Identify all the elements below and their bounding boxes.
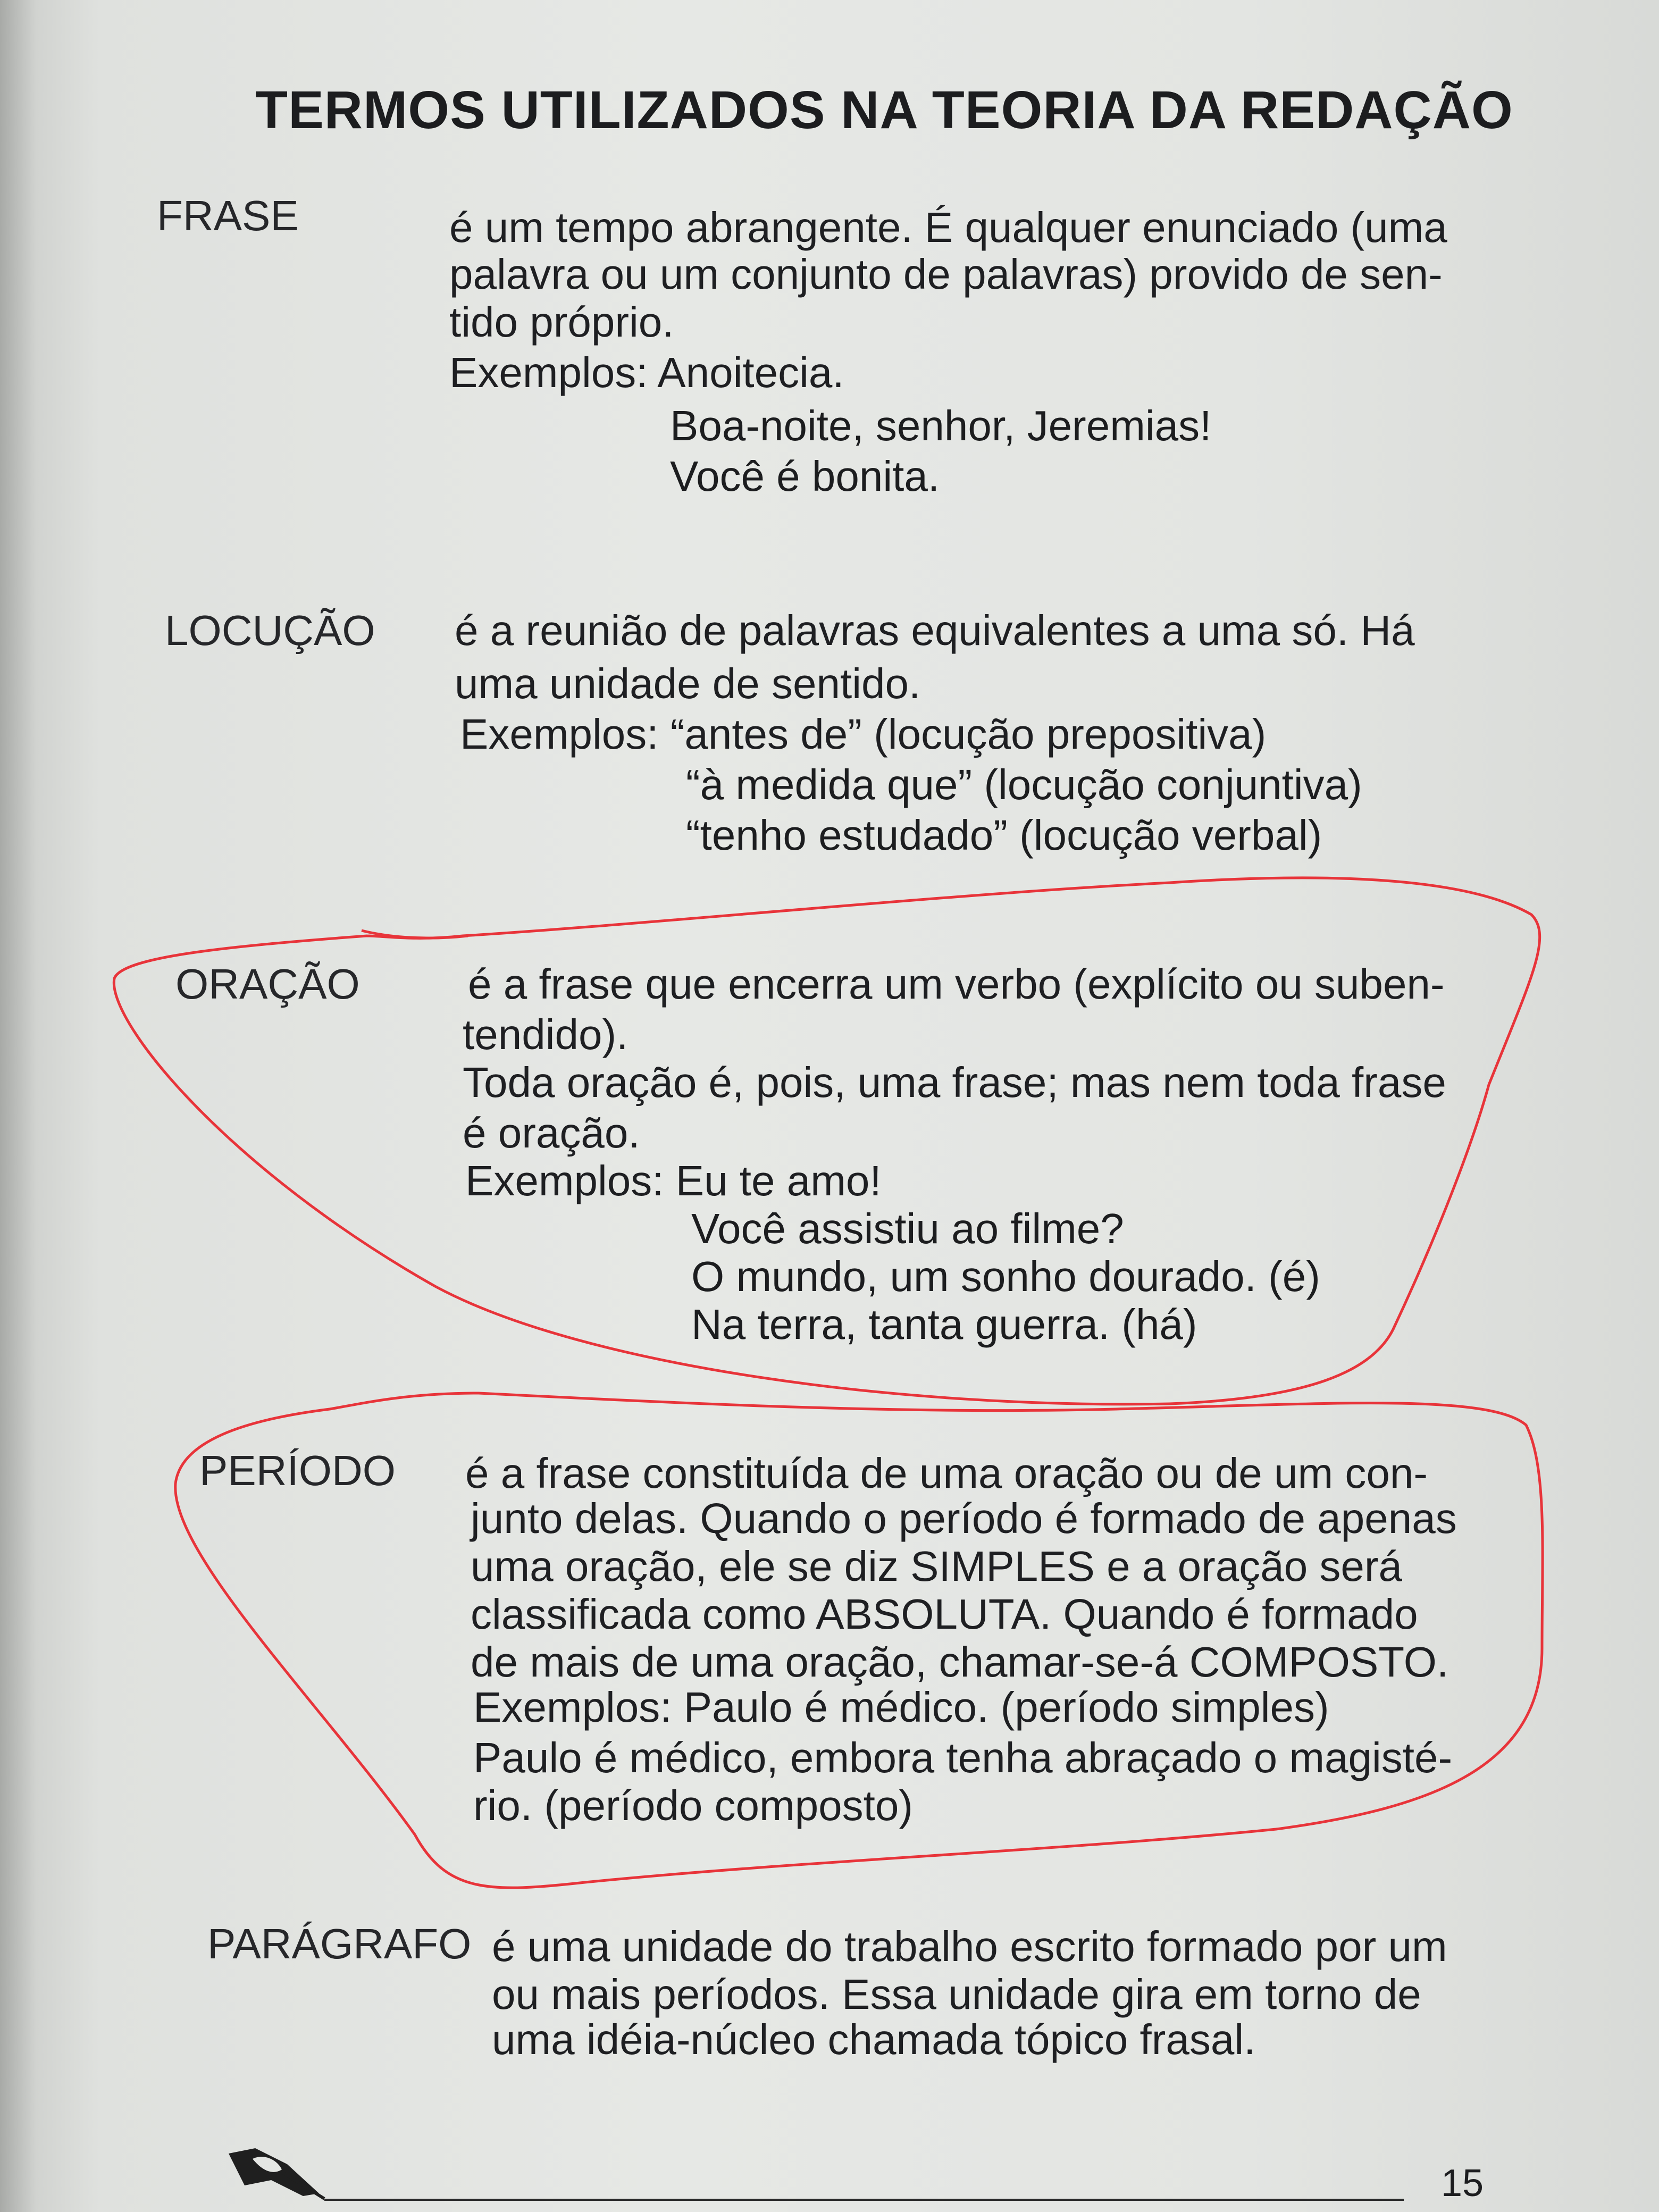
definition-line: é oração. [463, 1109, 640, 1157]
example-line: “tenho estudado” (locução verbal) [686, 811, 1322, 859]
definition-line: Toda oração é, pois, uma frase; mas nem toda frase [463, 1059, 1446, 1106]
definition-line: tido próprio. [449, 298, 674, 346]
definition-line: ou mais períodos. Essa unidade gira em torno de [492, 1971, 1421, 2018]
definition-line: é um tempo abrangente. É qualquer enunciado (uma [449, 204, 1447, 251]
page-binding-shadow [0, 0, 37, 2212]
definition-line: Exemplos: “antes de” (locução prepositiva) [460, 710, 1267, 758]
definition-line: é uma unidade do trabalho escrito formado por um [492, 1923, 1447, 1970]
definition-line: Exemplos: Anoitecia. [449, 349, 844, 396]
definition-line: uma oração, ele se diz SIMPLES e a oração será [471, 1543, 1403, 1590]
example-line: “à medida que” (locução conjuntiva) [686, 761, 1362, 808]
term-periodo: PERÍODO [199, 1447, 396, 1494]
writing-hand-icon [223, 2143, 330, 2201]
definition-line: tendido). [463, 1011, 629, 1058]
definition-line: é a reunião de palavras equivalentes a uma só. Há [455, 607, 1415, 654]
definition-line: Exemplos: Eu te amo! [465, 1157, 882, 1204]
term-oracao: ORAÇÃO [175, 960, 360, 1008]
definition-line: uma idéia-núcleo chamada tópico frasal. [492, 2016, 1256, 2063]
example-line: Você é bonita. [670, 453, 940, 500]
example-line: Boa-noite, senhor, Jeremias! [670, 402, 1212, 449]
definition-line: é a frase constituída de uma oração ou de um con- [465, 1449, 1428, 1497]
example-line: Na terra, tanta guerra. (há) [691, 1301, 1197, 1348]
definition-line: é a frase que encerra um verbo (explícito ou suben- [468, 960, 1445, 1008]
definition-line: Exemplos: Paulo é médico. (período simples) [473, 1683, 1329, 1731]
term-paragrafo: PARÁGRAFO [207, 1920, 472, 1967]
footer-rule [324, 2199, 1404, 2201]
term-frase: FRASE [157, 192, 299, 239]
example-line: O mundo, um sonho dourado. (é) [691, 1253, 1320, 1300]
definition-line: rio. (período composto) [473, 1782, 914, 1829]
page-title: TERMOS UTILIZADOS NA TEORIA DA REDAÇÃO [255, 80, 1513, 140]
definition-line: Paulo é médico, embora tenha abraçado o magisté- [473, 1734, 1453, 1781]
definition-line: uma unidade de sentido. [455, 660, 921, 707]
example-line: Você assistiu ao filme? [691, 1205, 1124, 1252]
definition-line: palavra ou um conjunto de palavras) provido de sen- [449, 250, 1443, 298]
term-locucao: LOCUÇÃO [165, 607, 375, 654]
definition-line: junto delas. Quando o período é formado de apenas [471, 1495, 1457, 1542]
definition-line: de mais de uma oração, chamar-se-á COMPOSTO. [471, 1638, 1449, 1686]
page-number: 15 [1441, 2162, 1484, 2205]
definition-line: classificada como ABSOLUTA. Quando é formado [471, 1590, 1418, 1638]
red-stroke-tick [362, 931, 468, 938]
